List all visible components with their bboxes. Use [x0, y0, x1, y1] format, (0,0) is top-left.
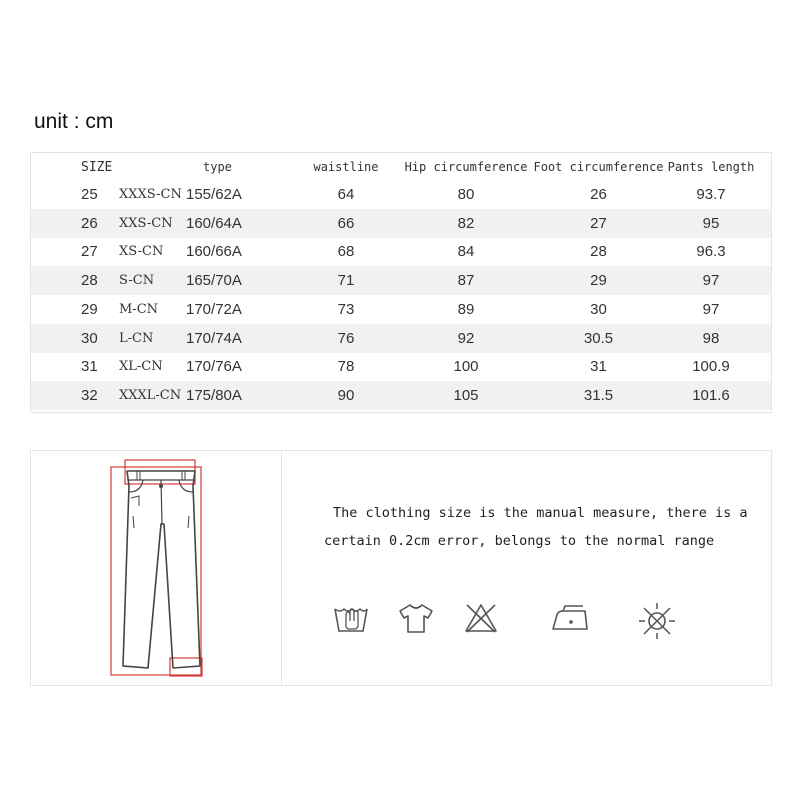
cell-length: 96.3 — [696, 243, 726, 261]
no-bleach-icon — [463, 601, 499, 635]
header-foot: Foot circumference — [533, 160, 664, 175]
table-row — [31, 238, 771, 267]
table-row — [31, 180, 771, 209]
cell-size: 29 — [81, 300, 98, 318]
panel-divider — [281, 451, 282, 685]
hand-wash-icon — [333, 601, 369, 635]
cell-size: 25 — [81, 185, 98, 203]
cell-hip: 87 — [457, 272, 475, 290]
size-table — [30, 152, 772, 413]
cell-type: 170/76A — [186, 358, 242, 376]
cell-foot: 31.5 — [583, 387, 614, 405]
pants-measurement-diagram — [103, 458, 213, 680]
cell-size: 27 — [81, 243, 98, 261]
no-sun-dry-icon — [637, 601, 677, 641]
cell-waistline: 73 — [337, 300, 355, 318]
cell-type: 160/64A — [186, 214, 242, 232]
cell-size: 26 — [81, 214, 98, 232]
cell-hip: 84 — [457, 243, 475, 261]
cell-hip: 100 — [453, 358, 479, 376]
cell-type: 170/72A — [186, 300, 242, 318]
cell-label: XXXL-CN — [119, 388, 182, 404]
header-hip: Hip circumference — [404, 160, 528, 175]
tshirt-icon — [398, 601, 434, 635]
cell-waistline: 76 — [337, 329, 355, 347]
cell-waistline: 64 — [337, 185, 355, 203]
cell-type: 165/70A — [186, 272, 242, 290]
note-line-1: The clothing size is the manual measure, there is a — [333, 505, 748, 521]
info-panel — [30, 450, 772, 686]
cell-foot: 30.5 — [583, 329, 614, 347]
cell-waistline: 66 — [337, 214, 355, 232]
cell-length: 100.9 — [692, 358, 730, 376]
table-row — [31, 295, 771, 324]
cell-waistline: 78 — [337, 358, 355, 376]
cell-length: 101.6 — [692, 387, 730, 405]
cell-length: 97 — [702, 300, 720, 318]
cell-foot: 27 — [590, 214, 607, 232]
cell-label: L-CN — [119, 330, 154, 346]
header-size: SIZE — [81, 159, 113, 175]
cell-length: 95 — [702, 214, 720, 232]
table-header-row — [31, 153, 771, 182]
iron-low-icon — [549, 601, 593, 635]
table-row — [31, 353, 771, 382]
note-line-2: certain 0.2cm error, belongs to the normal range — [324, 533, 715, 549]
cell-waistline: 90 — [337, 387, 355, 405]
cell-waistline: 71 — [337, 272, 355, 290]
header-length: Pants length — [667, 160, 755, 175]
cell-label: XL-CN — [119, 359, 163, 375]
cell-label: XS-CN — [119, 244, 164, 260]
header-waistline: waistline — [313, 160, 379, 175]
cell-type: 175/80A — [186, 387, 242, 405]
unit-label: unit : cm — [34, 110, 114, 133]
cell-size: 31 — [81, 358, 98, 376]
cell-hip: 82 — [457, 214, 475, 232]
table-row — [31, 381, 771, 410]
cell-label: M-CN — [119, 301, 159, 317]
cell-length: 93.7 — [696, 185, 726, 203]
cell-type: 160/66A — [186, 243, 242, 261]
cell-foot: 30 — [590, 300, 607, 318]
cell-type: 170/74A — [186, 329, 242, 347]
cell-label: XXXS-CN — [119, 186, 182, 202]
cell-size: 32 — [81, 387, 98, 405]
cell-foot: 28 — [590, 243, 607, 261]
table-row — [31, 266, 771, 295]
cell-length: 97 — [702, 272, 720, 290]
cell-hip: 89 — [457, 300, 475, 318]
header-type: type — [203, 160, 232, 175]
cell-length: 98 — [702, 329, 720, 347]
cell-size: 30 — [81, 329, 98, 347]
cell-hip: 92 — [457, 329, 475, 347]
cell-type: 155/62A — [186, 185, 242, 203]
cell-foot: 29 — [590, 272, 607, 290]
cell-waistline: 68 — [337, 243, 355, 261]
cell-label: XXS-CN — [119, 215, 173, 231]
cell-size: 28 — [81, 272, 98, 290]
cell-hip: 80 — [457, 185, 475, 203]
cell-hip: 105 — [453, 387, 479, 405]
table-row — [31, 209, 771, 238]
cell-label: S-CN — [119, 273, 155, 289]
cell-foot: 26 — [590, 185, 607, 203]
table-row — [31, 324, 771, 353]
cell-foot: 31 — [590, 358, 607, 376]
